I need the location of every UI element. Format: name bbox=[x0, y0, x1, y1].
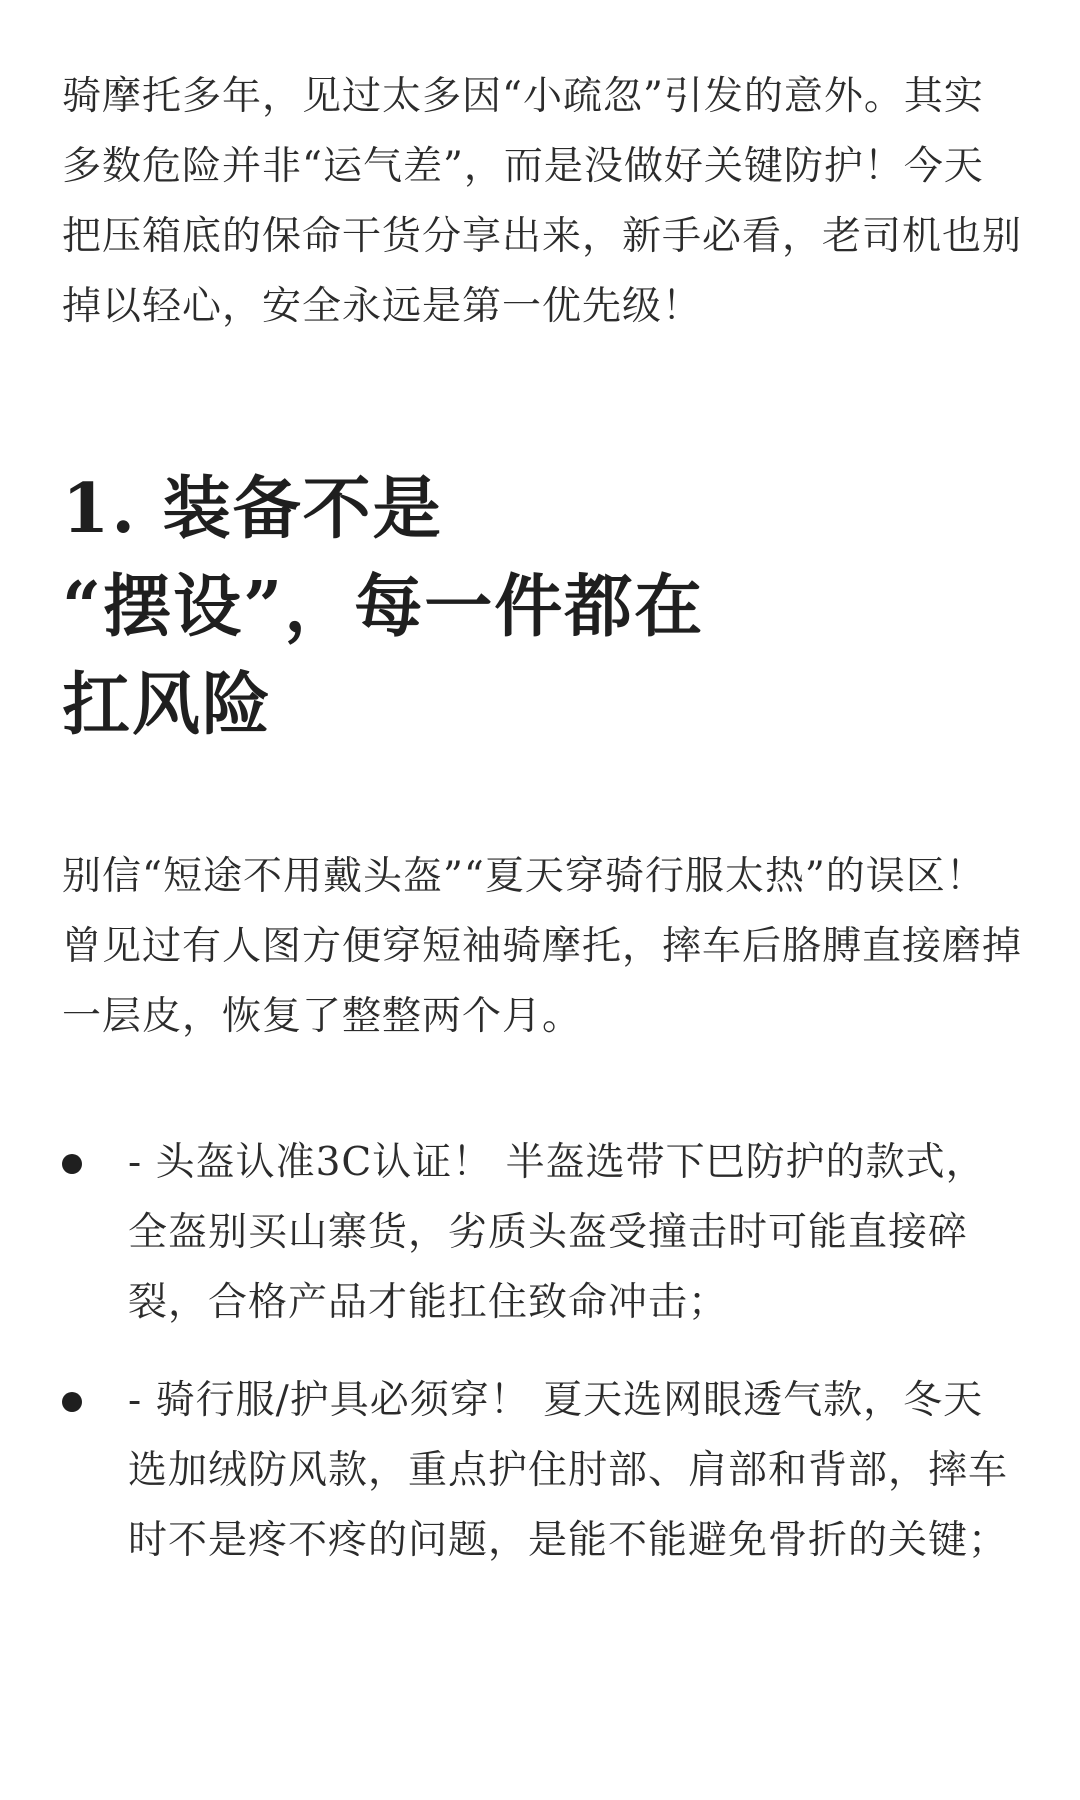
intro-paragraph: 骑摩托多年，见过太多因“小疏忽”引发的意外。其实多数危险并非“运气差”，而是没做好关键防护！今天把压箱底的保命干货分享出来，新手必看，老司机也别掉以轻心，安全永远是第一优先级！ bbox=[62, 74, 1023, 329]
section-title-line: “摆设”，每一件都在 bbox=[62, 567, 705, 647]
section-title-line: 1. 装备不是 bbox=[62, 469, 443, 549]
list-item bbox=[62, 1366, 1022, 1576]
bullet-list bbox=[62, 1128, 1022, 1576]
article bbox=[62, 62, 1022, 1604]
bullet-icon bbox=[62, 1154, 82, 1174]
bullet-icon bbox=[62, 1392, 82, 1412]
section-title bbox=[62, 460, 1022, 754]
section-title-line: 扛风险 bbox=[62, 665, 273, 745]
list-item-text: - 头盔认准3C认证！ 半盔选带下巴防护的款式，全盔别买山寨货，劣质头盔受撞击时可能直接碎裂，合格产品才能扛住致命冲击； bbox=[128, 1140, 986, 1325]
section-paragraph: 别信“短途不用戴头盔”“夏天穿骑行服太热”的误区！曾见过有人图方便穿短袖骑摩托，摔车后胳膊直接磨掉一层皮，恢复了整整两个月。 bbox=[62, 854, 1023, 1039]
list-item-text: - 骑行服/护具必须穿！ 夏天选网眼透气款，冬天选加绒防风款，重点护住肘部、肩部和背部，摔车时不是疼不疼的问题，是能不能避免骨折的关键； bbox=[128, 1378, 1009, 1563]
list-item bbox=[62, 1128, 1022, 1338]
